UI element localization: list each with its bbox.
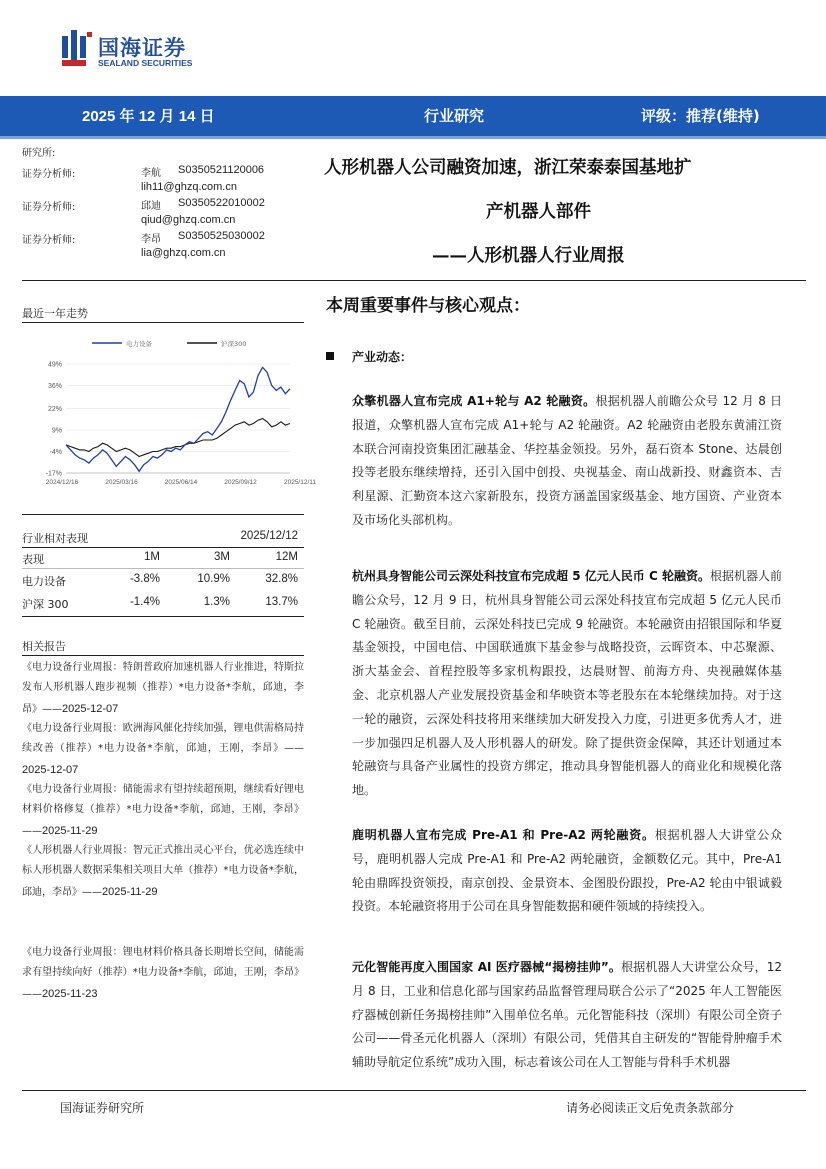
report-title-line2: 产机器人部件 [486,202,591,222]
logo-name-en: SEALAND SECURITIES [98,58,193,68]
trend-heading: 最近一年走势 [22,307,88,320]
related-report-item[interactable]: 《电力设备行业周报：锂电材料价格具备长期增长空间，储能需求有望持续向好（推荐）*电力设备*李航，邱迪，王刚，李昂》——2025-11-23 [22,947,304,1000]
news-paragraph: 杭州具身智能公司云深处科技宣布完成超 5 亿元人民币 C 轮融资。根据机器人前瞻公众号，12 月 9 日，杭州具身智能公司云深处科技宣布完成超 5 亿元人民币 C 轮融资。截至目前，云深处科技已完成 9 轮融资。本轮融资由招银国际和华夏基金领投，中国电信、中国联通旗下基金参与战略投资，云晖资本、中芯聚源、浙大基金会、首程控股等多家机构跟投，达晨财智、前海方舟、央视融媒体基金、北京机器人产业发展投资基金和华映资本等老股东在本轮继续加持。对于这一轮的融资，云深处科技将用来继续加大研发投入力度，引进更多优秀人才，进一步加强四足机器人及人形机器人的研发。除了提供资金保障，其还计划通过本轮融资与具备产业属性的投资方绑定，推动具身智能机器人的商业化和规模化落地。 [352,569,782,798]
perf-date: 2025/12/12 [240,530,298,542]
y-tick-label: 9% [51,427,62,435]
related-report-item[interactable]: 《电力设备行业周报：欧洲海风催化持续加强，锂电供需格局持续改善（推荐）*电力设备*李航，邱迪，王刚，李昂》——2025-12-07 [22,723,304,776]
perf-cell: -3.8% [129,573,160,585]
report-rating: 评级：推荐(维持) [641,107,760,125]
perf-cell: -1.4% [129,596,160,608]
related-divider [22,655,304,656]
perf-heading: 行业相对表现 [22,532,88,545]
related-heading: 相关报告 [22,640,66,653]
perf-col-header: 12M [275,551,298,563]
perf-row-divider [22,568,304,569]
perf-col-header: 1M [144,551,160,563]
analyst-license: S0350521120006 [178,164,265,176]
y-tick-label: 49% [47,361,62,369]
perf-cell: 13.7% [265,596,298,608]
core-views-heading: 本周重要事件与核心观点： [326,296,530,316]
analyst-role-label: 证券分析师: [22,235,76,246]
company-logo [62,30,242,70]
square-bullet-icon [326,352,334,360]
legend-label: 电力设备 [126,340,152,348]
footer-left: 国海证券研究所 [60,1101,145,1115]
perf-col-header: 表现 [22,553,44,566]
y-tick-label: -4% [49,449,62,457]
title-divider [22,280,806,281]
series-line-power-equipment [66,367,290,471]
analyst-role-label: 证券分析师: [22,169,76,180]
report-type: 行业研究 [424,107,485,125]
news-paragraph: 元化智能再度入围国家 AI 医疗器械“揭榜挂帅”。根据机器人大讲堂公众号，12 月 8 日，工业和信息化部与国家药品监督管理局联合公示了“2025 年人工智能医疗器械创新任务揭榜挂帅”入围单位名单。元化智能科技（深圳）有限公司全资子公司——骨圣元化机器人（深圳）有限公司，凭借其自主研发的“智能骨肿瘤手术辅助导航定位系统”成功入围，标志着该公司在人工智能与骨科手术机器 [352,960,782,1070]
perf-col-header: 3M [214,551,230,563]
report-title-line1: 人形机器人公司融资加速，浙江荣泰泰国基地扩 [324,158,692,178]
related-report-item[interactable]: 《电力设备行业周报：特朗普政府加速机器人行业推进，特斯拉发布人形机器人跑步视频（推荐）*电力设备*李航，邱迪，李昂》——2025-12-07 [22,662,304,715]
perf-divider-top [22,514,304,515]
y-tick-label: 36% [47,382,62,390]
report-subtitle: ——人形机器人行业周报 [432,246,625,266]
header-banner-stripe [0,136,826,139]
sealand-logo-icon [62,30,92,66]
perf-cell: 10.9% [197,573,230,585]
analyst-license: S0350525030002 [178,230,265,242]
analyst-email[interactable]: lih11@ghzq.com.cn [141,181,237,193]
x-tick-label: 2025/03/16 [105,479,138,486]
researcher-label: 研究所: [22,148,56,159]
analyst-role-label: 证券分析师: [22,202,76,213]
analyst-license: S0350522010002 [178,197,265,209]
x-tick-label: 2024/12/16 [45,479,79,486]
analyst-name: 李昂 [141,234,161,245]
analyst-email[interactable]: lia@ghzq.com.cn [141,247,226,259]
trend-divider [22,322,304,323]
related-report-item[interactable]: 《人形机器人行业周报：智元正式推出灵心平台，优必选连续中标人形机器人数据采集相关项目大单（推荐）*电力设备*李航，邱迪，李昂》——2025-11-29 [22,845,304,898]
y-tick-label: -17% [45,470,62,478]
x-tick-label: 2025/09/12 [224,479,257,486]
analyst-name: 邱迪 [141,201,161,212]
legend-label: 沪深300 [221,340,247,348]
perf-cell: 32.8% [265,573,298,585]
perf-row-name: 电力设备 [22,575,66,588]
news-paragraph: 鹿明机器人宣布完成 Pre-A1 和 Pre-A2 两轮融资。根据机器人大讲堂公众号，鹿明机器人完成 Pre-A1 和 Pre-A2 两轮融资，金额数亿元。其中，Pre-A1 轮由鼎晖投资领投，南京创投、金景资本、金图股份跟投，Pre-A2 轮由中银诚毅投资。本轮融资将用于公司在具身智能数据和硬件领域的持续投入。 [352,828,782,914]
perf-divider-bottom [22,616,304,617]
trend-chart [32,336,317,494]
perf-row-name: 沪深 300 [22,598,69,611]
perf-cell: 1.3% [203,596,230,608]
footer-right: 请务必阅读正文后免责条款部分 [566,1101,735,1115]
series-line-hs300 [66,419,290,457]
analyst-name: 李航 [141,168,161,179]
perf-header-divider [22,547,304,548]
x-tick-label: 2025/06/14 [164,479,198,486]
report-date: 2025 年 12 月 14 日 [82,108,215,125]
section-label-industry: 产业动态： [352,350,413,364]
news-paragraph: 众擎机器人宣布完成 A1+轮与 A2 轮融资。根据机器人前瞻公众号 12 月 8 日报道，众擎机器人宣布完成 A1+轮与 A2 轮融资。A2 轮融资由老股东黄浦江资本联合河南投资集团汇融基金、华控基金领投。另外，磊石资本 Stone、达晨创投等老股东继续增持，还引入国中创投、央视基金、南山战新投、财鑫资本、吉利星源、汇勤资本这六家新股东，投资方涵盖国家级基金、地方国资、产业资本及市场化头部机构。 [352,394,782,527]
logo-name-cn: 国海证券 [98,36,186,60]
related-report-item[interactable]: 《电力设备行业周报：储能需求有望持续超预期，继续看好锂电材料价格修复（推荐）*电力设备*李航，邱迪，王刚，李昂》——2025-11-29 [22,784,304,837]
analyst-email[interactable]: qiud@ghzq.com.cn [141,214,236,226]
y-tick-label: 22% [47,406,62,414]
x-tick-label: 2025/12/11 [283,479,317,486]
footer-divider [22,1090,806,1091]
